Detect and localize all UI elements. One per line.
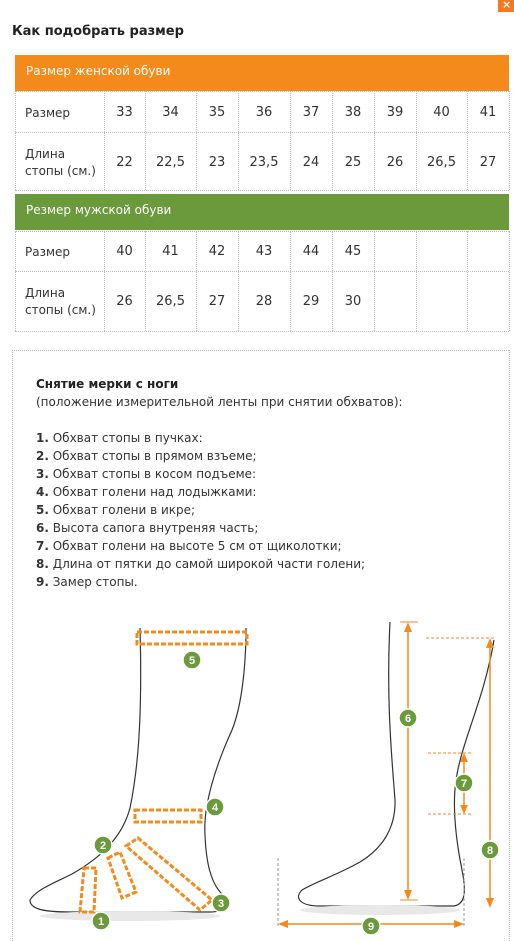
men-size-cell: 41 bbox=[162, 244, 179, 259]
close-icon: × bbox=[502, 0, 512, 11]
svg-text:3: 3 bbox=[217, 898, 225, 910]
measurement-list-item: 9. Замер стопы. bbox=[36, 575, 138, 589]
women-size-cell: 40 bbox=[433, 105, 450, 120]
tape-1 bbox=[80, 868, 96, 912]
svg-text:1: 1 bbox=[97, 916, 105, 928]
svg-text:7: 7 bbox=[460, 778, 468, 790]
men-size-cell: 45 bbox=[344, 244, 362, 259]
badge-1 bbox=[92, 912, 110, 930]
svg-text:9: 9 bbox=[367, 921, 375, 933]
men-length-cell: 26 bbox=[116, 294, 133, 309]
badge-7 bbox=[455, 774, 473, 792]
tape-2 bbox=[108, 852, 136, 898]
measurement-list-item: 2. Обхват стопы в прямом взъеме; bbox=[36, 449, 257, 463]
women-length-cell: 22 bbox=[116, 155, 133, 170]
measurement-list-item: 1. Обхват стопы в пучках: bbox=[36, 431, 203, 445]
women-size-cell: 34 bbox=[162, 105, 179, 120]
women-band-label: Размер женской обуви bbox=[26, 64, 171, 78]
men-length-cell: 26,5 bbox=[156, 294, 185, 309]
measurement-list-item: 8. Длина от пятки до самой широкой части голени; bbox=[36, 557, 366, 571]
badge-4 bbox=[206, 798, 224, 816]
badge-3 bbox=[212, 894, 230, 912]
left-leg-outline bbox=[30, 628, 246, 912]
men-length-cell: 29 bbox=[302, 294, 320, 309]
women-length-cell: 26 bbox=[386, 155, 404, 170]
women-size-cell: 33 bbox=[116, 105, 133, 120]
men-band-label: Резмер мужской обуви bbox=[26, 203, 172, 217]
svg-text:6: 6 bbox=[404, 713, 412, 725]
svg-text:2: 2 bbox=[99, 840, 107, 852]
svg-text:8: 8 bbox=[486, 845, 494, 857]
measurement-subtitle: (положение измерительной ленты при снятии обхватов): bbox=[36, 395, 403, 409]
men-length-cell: 28 bbox=[255, 294, 273, 309]
men-length-cell: 30 bbox=[344, 294, 362, 309]
tape-3 bbox=[126, 838, 212, 910]
men-size-row-label: Размер bbox=[25, 245, 71, 259]
women-length-cell: 25 bbox=[344, 155, 362, 170]
women-size-row-label: Размер bbox=[25, 106, 71, 120]
men-size-cell: 44 bbox=[302, 244, 320, 259]
women-length-row-label-line2: стопы (см.) bbox=[25, 164, 96, 178]
women-size-cell: 35 bbox=[208, 105, 226, 120]
women-length-cell: 23,5 bbox=[249, 155, 279, 170]
men-size-cell: 42 bbox=[208, 244, 226, 259]
women-size-cell: 36 bbox=[255, 105, 273, 120]
badge-2 bbox=[94, 836, 112, 854]
men-length-row-label-line2: стопы (см.) bbox=[25, 303, 96, 317]
page-title: Как подобрать размер bbox=[12, 24, 184, 39]
women-length-cell: 26,5 bbox=[427, 155, 456, 170]
tape-5 bbox=[137, 632, 247, 644]
men-size-cell: 40 bbox=[116, 244, 133, 259]
women-length-cell: 23 bbox=[208, 155, 226, 170]
measurement-list-item: 5. Обхват голени в икре; bbox=[36, 503, 196, 517]
measurement-list-item: 4. Обхват голени над лодыжками: bbox=[36, 485, 257, 499]
women-size-cell: 39 bbox=[386, 105, 404, 120]
women-size-cell: 38 bbox=[344, 105, 362, 120]
svg-text:5: 5 bbox=[188, 655, 196, 667]
women-length-cell: 22,5 bbox=[156, 155, 185, 170]
women-length-cell: 27 bbox=[479, 155, 497, 170]
women-size-cell: 37 bbox=[302, 105, 320, 120]
women-length-cell: 24 bbox=[302, 155, 320, 170]
badge-6 bbox=[399, 709, 417, 727]
men-length-row-label-line1: Длина bbox=[25, 286, 66, 300]
men-length-cell: 27 bbox=[208, 294, 226, 309]
measurement-list-item: 3. Обхват стопы в косом подъеме: bbox=[36, 467, 257, 481]
tape-4 bbox=[135, 810, 201, 822]
women-length-row-label-line1: Длина bbox=[25, 147, 66, 161]
measurement-list-item: 7. Обхват голени на высоте 5 см от щиколотки; bbox=[36, 539, 342, 553]
badge-9 bbox=[362, 917, 380, 935]
svg-text:4: 4 bbox=[211, 802, 219, 814]
badge-8 bbox=[481, 841, 499, 859]
measurement-list-item: 6. Высота сапога внутреняя часть; bbox=[36, 521, 259, 535]
women-size-cell: 41 bbox=[479, 105, 497, 120]
badge-5 bbox=[183, 651, 201, 669]
measurement-title: Снятие мерки с ноги bbox=[36, 377, 179, 391]
men-size-cell: 43 bbox=[255, 244, 273, 259]
